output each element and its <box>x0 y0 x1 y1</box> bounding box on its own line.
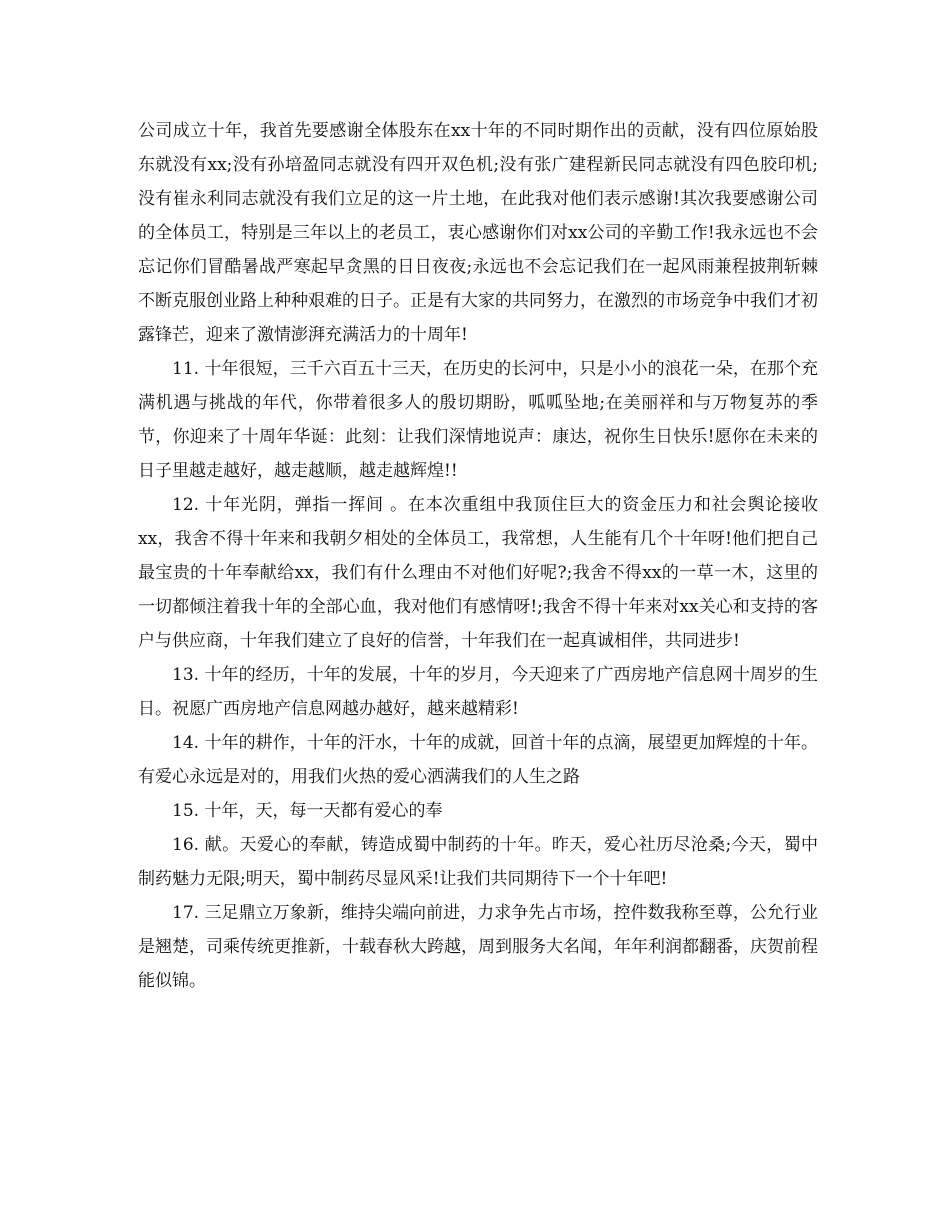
paragraph-17: 17. 三足鼎立万象新，维持尖端向前进，力求争先占市场，控件数我称至尊，公允行业是翘楚，司乘传统更推新，十载春秋大跨越，周到服务大名闻，年年利润都翻番，庆贺前程能似锦。 <box>138 903 818 991</box>
paragraph-11: 11. 十年很短，三千六百五十三天，在历史的长河中，只是小小的浪花一朵，在那个充满机遇与挑战的年代，你带着很多人的殷切期盼，呱呱坠地;在美丽祥和与万物复苏的季节，你迎来了十周年华诞：此刻：让我们深情地说声：康达，祝你生日快乐!愿你在未来的日子里越走越好，越走越顺，越走越辉煌!! <box>138 359 818 481</box>
paragraph-13: 13. 十年的经历，十年的发展，十年的岁月，今天迎来了广西房地产信息网十周岁的生日。祝愿广西房地产信息网越办越好，越来越精彩! <box>138 665 818 719</box>
document-page <box>138 114 818 998</box>
paragraph-15: 15. 十年，天，每一天都有爱心的奉 <box>172 801 443 821</box>
paragraph-16: 16. 献。天爱心的奉献，铸造成蜀中制药的十年。昨天，爱心社历尽沧桑;今天，蜀中制药魅力无限;明天，蜀中制药尽显风采!让我们共同期待下一个十年吧! <box>138 835 818 889</box>
paragraph-intro: 公司成立十年，我首先要感谢全体股东在xx十年的不同时期作出的贡献，没有四位原始股东就没有xx;没有孙培盈同志就没有四开双色机;没有张广建程新民同志就没有四色胶印机;没有崔永利同志就没有我们立足的这一片土地，在此我对他们表示感谢!其次我要感谢公司的全体员工，特别是三年以上的老员工，衷心感谢你们对xx公司的辛勤工作!我永远也不会忘记你们冒酷暑战严寒起早贪黑的日日夜夜;永远也不会忘记我们在一起风雨兼程披荆斩棘不断克服创业路上种种艰难的日子。正是有大家的共同努力，在激烈的市场竞争中我们才初露锋芒，迎来了激情澎湃充满活力的十周年! <box>138 121 818 345</box>
paragraph-12: 12. 十年光阴，弹指一挥间 。在本次重组中我顶住巨大的资金压力和社会舆论接收xx，我舍不得十年来和我朝夕相处的全体员工，我常想，人生能有几个十年呀!他们把自己最宝贵的十年奉献给xx，我们有什么理由不对他们好呢?;我舍不得xx的一草一木，这里的一切都倾注着我十年的全部心血，我对他们有感情呀!;我舍不得十年来对xx关心和支持的客户与供应商，十年我们建立了良好的信誉，十年我们在一起真诚相伴，共同进步! <box>138 495 818 651</box>
paragraph-14: 14. 十年的耕作，十年的汗水，十年的成就，回首十年的点滴，展望更加辉煌的十年。有爱心永远是对的，用我们火热的爱心洒满我们的人生之路 <box>138 733 818 787</box>
